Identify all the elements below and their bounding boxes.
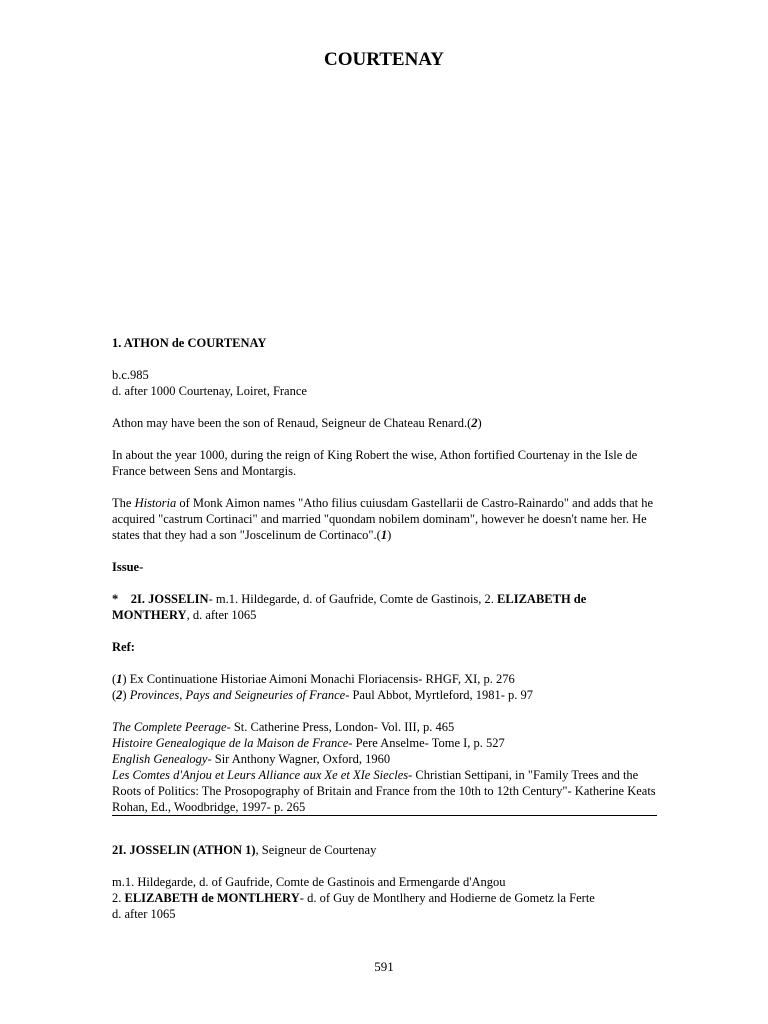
document-body: [112, 335, 657, 922]
source-text: - Christian Settipani, in "Family Trees and the Roots of Politics: The Prosopography of Britain and France from the 10th to 12th Century"- Katherine Keats Rohan, Ed., Woodbridge, 1997- p. 265: [112, 768, 656, 814]
athon-birth: b.c.985: [112, 368, 149, 382]
athon-parentage-close: ): [477, 416, 482, 430]
athon-heading: 1. ATHON de COURTENAY: [112, 336, 267, 350]
marriage-2-prefix: 2.: [112, 891, 125, 905]
historia-close: ): [387, 528, 392, 542]
issue-text-2: , d. after 1065: [186, 608, 257, 622]
source-title: Histoire Genealogique de la Maison de France: [112, 736, 349, 750]
ref-close: ): [122, 688, 127, 702]
ref-open: (: [112, 672, 117, 686]
source-line: [112, 751, 657, 767]
athon-parentage-paragraph: [112, 415, 657, 431]
issue-spouse: ELIZABETH de MONTHERY: [112, 592, 587, 622]
source-line: [112, 767, 657, 815]
source-line: [112, 735, 657, 751]
source-title: English Genealogy: [112, 752, 208, 766]
ref-line: [112, 671, 657, 687]
footnote-ref: 1: [380, 528, 388, 542]
marriage-2-spouse: ELIZABETH de MONTLHERY: [124, 891, 300, 905]
josselin-heading-title: , Seigneur de Courtenay: [255, 843, 377, 857]
page-number: 591: [374, 959, 394, 974]
footnote-ref: 2: [471, 416, 478, 430]
source-title: The Complete Peerage: [112, 720, 227, 734]
historia-pre: The: [112, 496, 135, 510]
ref-open: (: [112, 688, 117, 702]
ref-text: Ex Continuatione Historiae Aimoni Monachi Floriacensis- RHGF, XI, p. 276: [126, 672, 515, 686]
issue-entry: [112, 591, 657, 623]
athon-parentage-text: Athon may have been the son of Renaud, Seigneur de Chateau Renard.(: [112, 416, 472, 430]
ref-text: - Paul Abbot, Myrtleford, 1981- p. 97: [345, 688, 534, 702]
ref-italic: Provinces, Pays and Seigneuries of France: [126, 688, 346, 702]
source-text: - Pere Anselme- Tome I, p. 527: [348, 736, 505, 750]
ref-number: 2: [116, 688, 123, 702]
historia-text: of Monk Aimon names "Atho filius cuiusdam Gastellarii de Castro-Rainardo" and adds that he acquired "castrum Cortinaci" and married "quondam nobilem dominam", however he doesn't name her. He states that they had a son "Joscelinum de Cortinaco".(: [112, 496, 654, 542]
josselin-heading: [112, 842, 657, 858]
page-title: COURTENAY: [323, 49, 445, 70]
marriage-2-text: - d. of Guy de Montlhery and Hodierne de Gometz la Ferte: [299, 891, 595, 905]
source-line: [112, 719, 657, 735]
issue-star: *: [112, 592, 119, 606]
athon-fortification-paragraph: In about the year 1000, during the reign of King Robert the wise, Athon fortified Courtenay in the Isle de France between Sens and Montargis.: [112, 448, 638, 478]
josselin-heading-name: 2I. JOSSELIN (ATHON 1): [112, 843, 256, 857]
athon-death: d. after 1000 Courtenay, Loiret, France: [112, 384, 307, 398]
issue-name: 2I. JOSSELIN: [130, 592, 209, 606]
source-text: - Sir Anthony Wagner, Oxford, 1960: [207, 752, 391, 766]
athon-historia-paragraph: [112, 495, 657, 543]
issue-label: Issue-: [112, 560, 144, 574]
ref-line: [112, 687, 657, 703]
josselin-death: d. after 1065: [112, 907, 176, 921]
historia-title: Historia: [134, 496, 177, 510]
ref-label: Ref:: [112, 640, 135, 654]
source-text: - St. Catherine Press, London- Vol. III, p. 465: [226, 720, 455, 734]
issue-text-1: - m.1. Hildegarde, d. of Gaufride, Comte de Gastinois, 2.: [208, 592, 498, 606]
josselin-marriage-1: m.1. Hildegarde, d. of Gaufride, Comte de Gastinois and Ermengarde d'Angou: [112, 875, 506, 889]
ref-close: ): [122, 672, 127, 686]
source-title: Les Comtes d'Anjou et Leurs Alliance aux Xe et XIe Siecles: [112, 768, 409, 782]
josselin-marriage-2: [112, 890, 657, 906]
ref-number: 1: [116, 672, 123, 686]
